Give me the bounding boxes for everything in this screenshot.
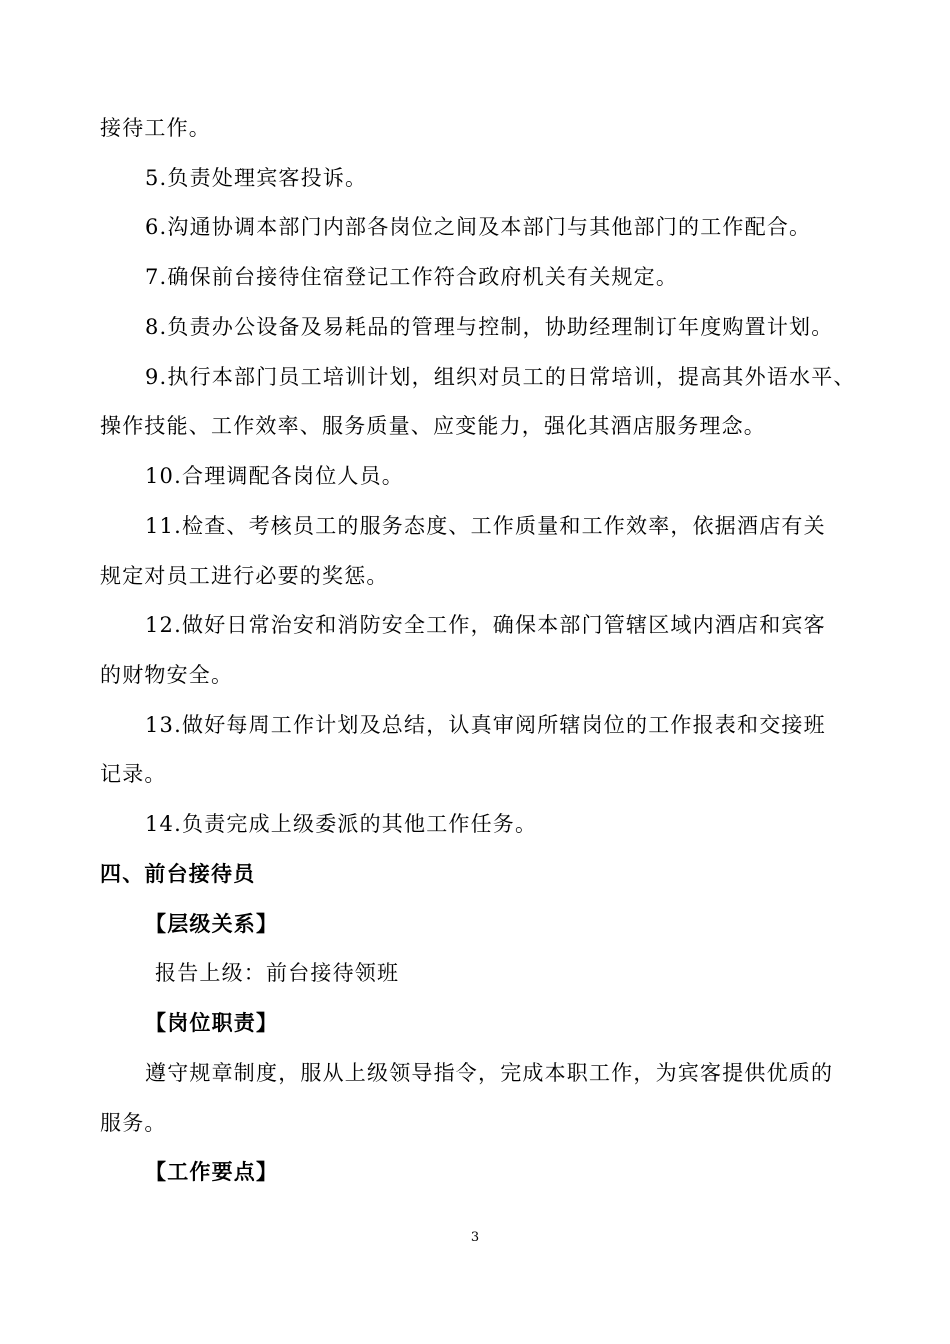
paragraph-continuation: 接待工作。 — [100, 116, 211, 140]
list-item-7: 7.确保前台接待住宿登记工作符合政府机关有关规定。 — [145, 265, 679, 289]
hierarchy-text: 报告上级：前台接待领班 — [155, 961, 400, 985]
list-item-12-line-2: 的财物安全。 — [100, 663, 234, 687]
list-item-9-line-1: 9.执行本部门员工培训计划，组织对员工的日常培训，提高其外语水平、 — [145, 365, 856, 389]
list-item-13-line-1: 13.做好每周工作计划及总结，认真审阅所辖岗位的工作报表和交接班 — [145, 713, 826, 737]
page-number: 3 — [470, 1230, 480, 1245]
list-item-6: 6.沟通协调本部门内部各岗位之间及本部门与其他部门的工作配合。 — [145, 215, 812, 239]
list-item-12-line-1: 12.做好日常治安和消防安全工作，确保本部门管辖区域内酒店和宾客 — [145, 613, 826, 637]
list-item-11-line-2: 规定对员工进行必要的奖惩。 — [100, 564, 389, 588]
list-item-9-line-2: 操作技能、工作效率、服务质量、应变能力，强化其酒店服务理念。 — [100, 414, 766, 438]
key-points-header: 【工作要点】 — [145, 1159, 279, 1184]
list-item-10: 10.合理调配各岗位人员。 — [145, 464, 404, 488]
list-item-14: 14.负责完成上级委派的其他工作任务。 — [145, 812, 538, 836]
duty-text-line-1: 遵守规章制度，服从上级领导指令，完成本职工作，为宾客提供优质的 — [145, 1061, 834, 1085]
hierarchy-header: 【层级关系】 — [145, 911, 279, 936]
list-item-13-line-2: 记录。 — [100, 762, 167, 786]
section-heading: 四、前台接待员 — [100, 861, 256, 886]
list-item-5: 5.负责处理宾客投诉。 — [145, 166, 368, 190]
duty-header: 【岗位职责】 — [145, 1010, 279, 1035]
duty-text-line-2: 服务。 — [100, 1111, 167, 1135]
list-item-8: 8.负责办公设备及易耗品的管理与控制，协助经理制订年度购置计划。 — [145, 315, 834, 339]
list-item-11-line-1: 11.检查、考核员工的服务态度、工作质量和工作效率，依据酒店有关 — [145, 514, 826, 538]
